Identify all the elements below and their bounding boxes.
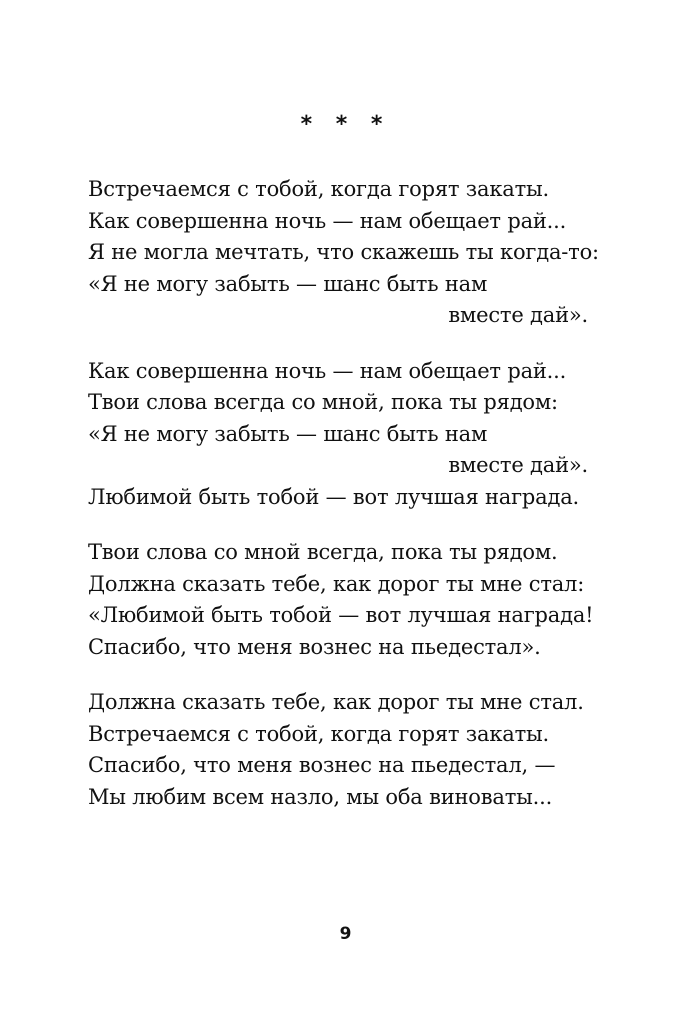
poem-line: Твои слова со мной всегда, пока ты рядом. bbox=[88, 540, 558, 564]
poem-line: Встречаемся с тобой, когда горят закаты. bbox=[88, 721, 550, 746]
poem-line-continuation: вместе дай». bbox=[448, 453, 588, 477]
poem bbox=[88, 174, 599, 837]
poem-line: Любимой быть тобой — вот лучшая награда. bbox=[88, 484, 579, 509]
poem-line: Мы любим всем назло, мы оба виноваты... bbox=[88, 784, 553, 809]
poem-line: Как совершенна ночь — нам обещает рай... bbox=[88, 358, 567, 383]
section-divider-asterisks: * * * bbox=[300, 112, 391, 137]
page-number: 9 bbox=[339, 924, 352, 944]
poem-line: Спасибо, что меня вознес на пьедестал». bbox=[88, 634, 541, 659]
poem-line: «Я не могу забыть — шанс быть нам bbox=[88, 421, 488, 446]
stanza-1 bbox=[88, 174, 599, 332]
stanza-4 bbox=[88, 687, 588, 813]
poem-line-continuation: вместе дай». bbox=[448, 303, 588, 327]
poem-line: Как совершенна ночь — нам обещает рай... bbox=[88, 208, 567, 233]
poem-line: «Любимой быть тобой — вот лучшая награда! bbox=[88, 603, 594, 627]
poem-line: Спасибо, что меня вознес на пьедестал, — bbox=[88, 753, 556, 777]
poem-line: Встречаемся с тобой, когда горят закаты. bbox=[88, 177, 550, 201]
poem-line: Я не могла мечтать, что скажешь ты когда-то: bbox=[88, 240, 599, 264]
stanza-3 bbox=[88, 537, 594, 663]
poem-line: Твои слова всегда со мной, пока ты рядом: bbox=[88, 390, 558, 414]
poem-line: «Я не могу забыть — шанс быть нам bbox=[88, 271, 488, 296]
poem-line: Должна сказать тебе, как дорог ты мне стал: bbox=[88, 571, 585, 596]
stanza-2 bbox=[88, 356, 588, 514]
poem-line: Должна сказать тебе, как дорог ты мне стал. bbox=[88, 690, 584, 714]
